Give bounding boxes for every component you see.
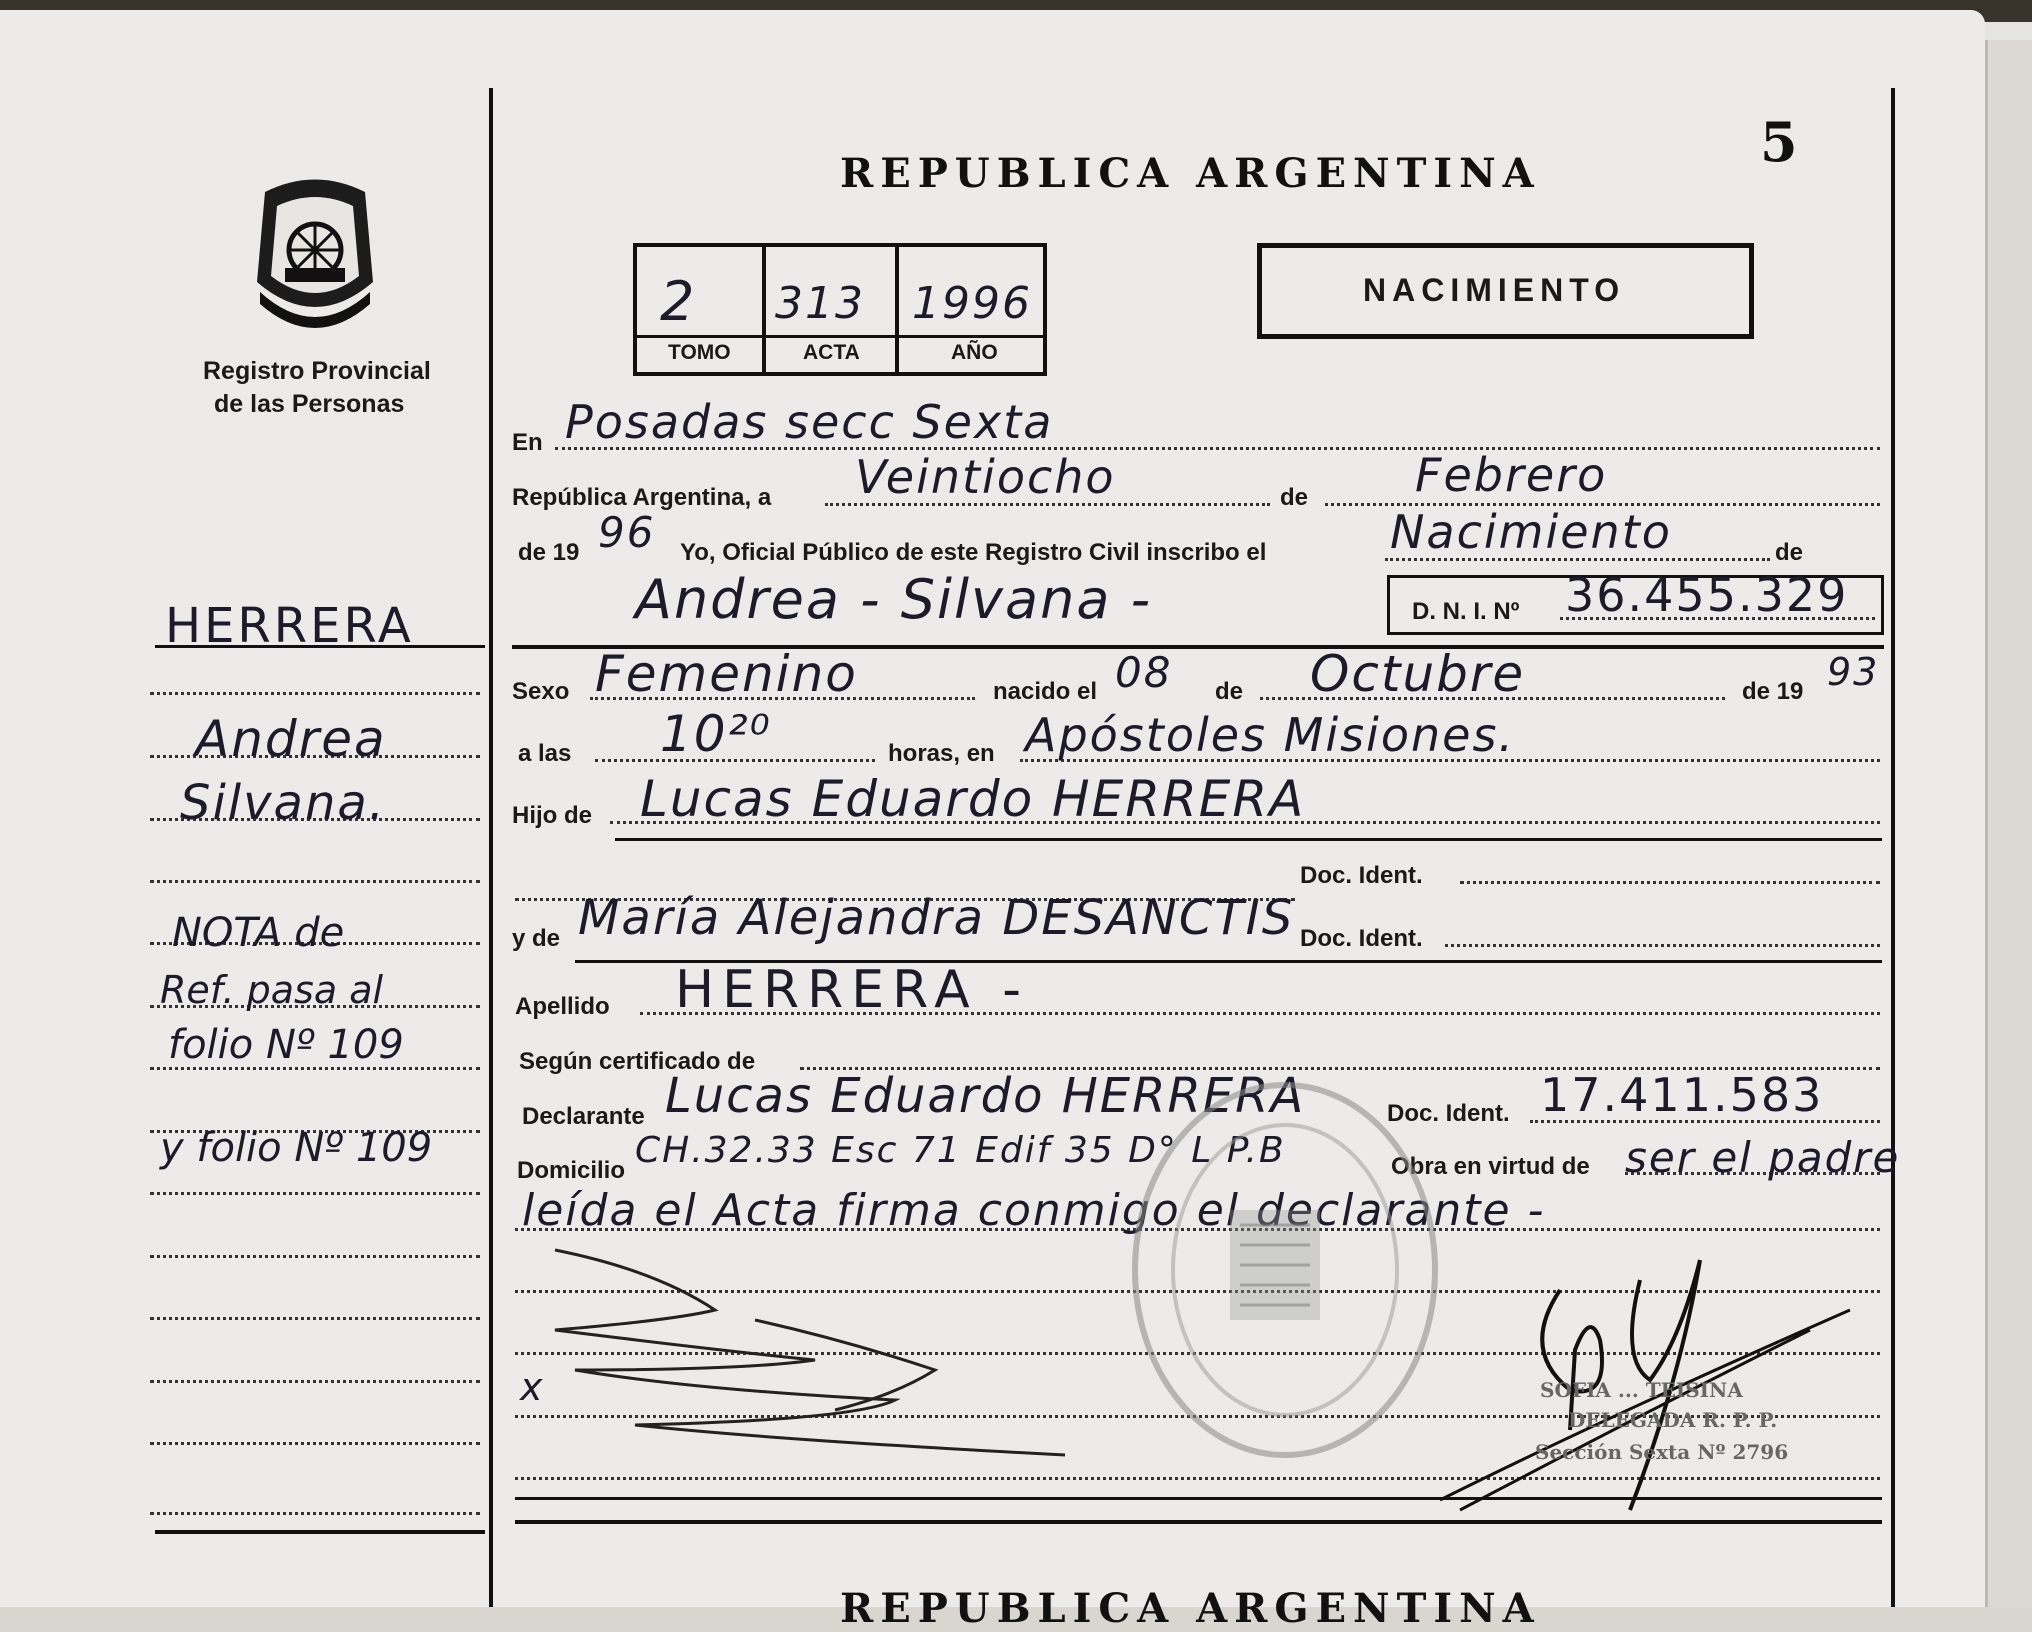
page-stack-edge (1985, 40, 2032, 1607)
hw-obra2: leída el Acta firma conmigo el declarante - (522, 1185, 1546, 1236)
label-en: En (512, 429, 543, 456)
hw-anio: 96 (598, 508, 656, 557)
page-number: 5 (1760, 110, 1798, 174)
label-de: de (1280, 484, 1309, 511)
margin-surname: HERRERA (165, 598, 414, 654)
hw-madre: María Alejandra DESANCTIS (578, 890, 1295, 946)
margin-dotted-line (150, 1512, 480, 1515)
official-stamp-line2: DELEGADA R. P. P. (1568, 1408, 1778, 1432)
margin-dotted-line (150, 880, 480, 883)
label-de2: de (1215, 678, 1244, 705)
label-de-19: de 19 (518, 539, 580, 566)
ano-label: AÑO (951, 341, 998, 364)
underline (615, 838, 1882, 841)
hw-nac-mes: Octubre (1310, 645, 1526, 703)
hw-nac-anio: 93 (1827, 650, 1880, 694)
hw-domicilio: CH.32.33 Esc 71 Edif 35 D° L P.B (635, 1130, 1286, 1171)
next-record-title: REPUBLICA ARGENTINA (840, 1585, 1541, 1632)
margin-dotted-line (150, 1380, 480, 1383)
label-domicilio: Domicilio (517, 1157, 626, 1184)
table-divider (633, 335, 1047, 338)
label-obra: Obra en virtud de (1391, 1153, 1590, 1180)
table-divider (895, 243, 899, 376)
ano-value: 1996 (912, 278, 1032, 329)
label-declarante: Declarante (522, 1103, 645, 1130)
hw-mes: Febrero (1415, 448, 1608, 502)
label-nacido-el: nacido el (993, 678, 1098, 705)
label-dni: D. N. I. Nº (1412, 598, 1520, 625)
label-y-de: y de (512, 925, 561, 952)
margin-name1: Andrea (195, 710, 387, 768)
hw-sexo: Femenino (595, 645, 858, 703)
hw-decl-doc: 17.411.583 (1540, 1068, 1824, 1122)
margin-dotted-line (150, 1442, 480, 1445)
province-seal-logo (245, 172, 385, 332)
margin-note1: NOTA de (172, 910, 345, 956)
margin-name2: Silvana. (180, 775, 387, 831)
label-republica-a: República Argentina, a (512, 484, 772, 511)
acta-value: 313 (775, 278, 865, 329)
margin-note4: y folio Nº 109 (160, 1125, 433, 1171)
margin-note2: Ref. pasa al (160, 968, 384, 1012)
record-type: NACIMIENTO (1363, 272, 1626, 308)
official-stamp-line1: SOFIA ... TEISINA (1540, 1378, 1743, 1402)
hw-padre: Lucas Eduardo HERRERA (640, 770, 1306, 828)
table-divider (762, 243, 766, 376)
label-sexo: Sexo (512, 678, 570, 705)
hw-apellido: HERRERA - (675, 960, 1029, 1020)
hw-lugar-nac: Apóstoles Misiones. (1025, 708, 1516, 762)
hw-lugar: Posadas secc Sexta (565, 395, 1054, 449)
dotted-line (1445, 944, 1880, 947)
hw-hora: 10²⁰ (660, 705, 772, 763)
hw-dni: 36.455.329 (1565, 568, 1849, 622)
hw-tipo: Nacimiento (1390, 505, 1672, 559)
registry-name-line1: Registro Provincial (203, 357, 431, 385)
dotted-line (1460, 881, 1880, 884)
declarant-signature (515, 1220, 1165, 1480)
margin-column-border (489, 88, 493, 1607)
label-hijo-de: Hijo de (512, 802, 593, 829)
margin-dotted-line (150, 692, 480, 695)
label-doc-ident2: Doc. Ident. (1300, 925, 1423, 952)
page-title: REPUBLICA ARGENTINA (840, 150, 1541, 197)
margin-note3: folio Nº 109 (168, 1022, 404, 1068)
margin-rule (155, 1530, 485, 1534)
hw-declarante: Lucas Eduardo HERRERA (665, 1068, 1306, 1124)
margin-dotted-line (150, 1192, 480, 1195)
label-horas-en: horas, en (888, 740, 995, 767)
hw-nac-dia: 08 (1115, 648, 1173, 697)
hw-x-mark: x (520, 1365, 543, 1409)
margin-dotted-line (150, 1317, 480, 1320)
registry-name-line2: de las Personas (214, 390, 405, 418)
tomo-value: 2 (660, 270, 697, 333)
label-doc-ident: Doc. Ident. (1300, 862, 1423, 889)
tomo-label: TOMO (668, 341, 731, 364)
label-oficial: Yo, Oficial Público de este Registro Civil inscribo el (680, 539, 1267, 566)
hw-obra: ser el padre (1625, 1133, 1901, 1182)
label-de-19b: de 19 (1742, 678, 1804, 705)
label-segun-cert: Según certificado de (519, 1048, 756, 1075)
label-apellido: Apellido (515, 993, 610, 1020)
hw-nombre: Andrea - Silvana - (635, 568, 1153, 631)
official-stamp-line3: Sección Sexta Nº 2796 (1535, 1440, 1789, 1464)
acta-label: ACTA (803, 341, 860, 364)
hw-dia: Veintiocho (855, 450, 1116, 504)
label-a-las: a las (518, 740, 572, 767)
label-de-end: de (1775, 539, 1804, 566)
margin-dotted-line (150, 1255, 480, 1258)
label-doc-ident3: Doc. Ident. (1387, 1100, 1510, 1127)
